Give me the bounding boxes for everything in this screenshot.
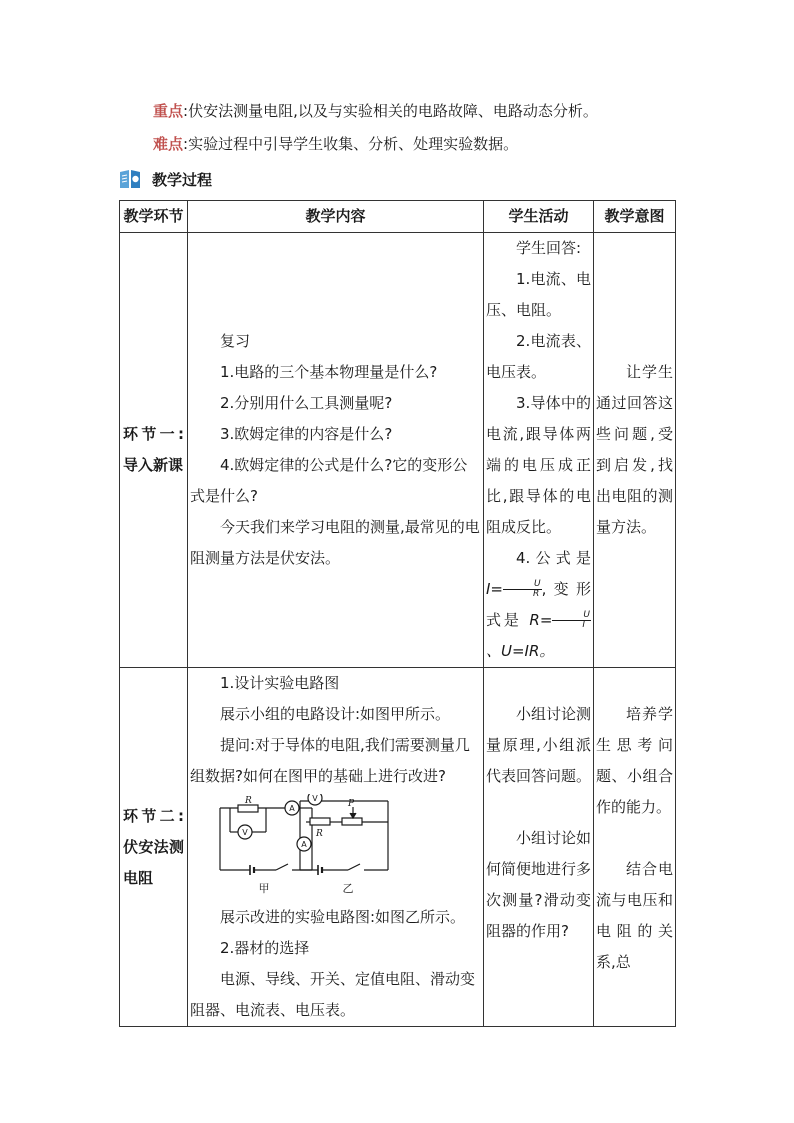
activity-line: 学生回答: [516,239,582,257]
caption-jia: 甲 [258,882,270,895]
formula-line [484,543,593,667]
activity-line: 3.导体中的电流,跟导体两端的电压成正比,跟导体的电阻成反比。 [486,394,591,536]
formula-prefix: 4.公式是 [516,549,591,567]
activity-line: 2.电流表、电压表。 [486,332,591,381]
label-p: P [348,799,355,809]
content-cell [188,668,484,1027]
content-line: 复习 [220,332,251,350]
circuit-jia [220,801,312,875]
content-line: 4.欧姆定律的公式是什么?它的变形公式是什么? [190,456,468,505]
activity-line: 小组讨论如何简便地进行多次测量?滑动变阻器的作用? [486,829,592,940]
label-r-yi: R [316,829,323,839]
fraction-u-over-i: $\frac{U}{I}$ [552,611,591,630]
resistor-symbol [238,805,258,812]
activity-line: 1.电流、电压、电阻。 [486,270,591,319]
content-line: 2.器材的选择 [220,939,310,957]
content-line: 2.分别用什么工具测量呢? [220,394,393,412]
header-intent: 教学意图 [594,201,676,233]
content-line: 3.欧姆定律的内容是什么? [220,425,393,443]
header-activity: 学生活动 [484,201,594,233]
table-header-row [120,201,676,233]
content-line: 今天我们来学习电阻的测量,最常见的电阻测量方法是伏安法。 [190,518,480,567]
focus-label: 重点 [153,102,184,120]
fraction-u-over-r: $\frac{U}{R}$ [503,580,542,599]
formula-r: R= [529,611,553,629]
content-line: 展示改进的实验电路图:如图乙所示。 [220,908,466,926]
table-row [120,233,676,668]
label-v-yi: V [312,794,318,803]
activity-cell [484,668,594,1027]
label-v-jia: V [242,828,248,837]
content-line: 1.电路的三个基本物理量是什么? [220,363,438,381]
content-line: 电源、导线、开关、定值电阻、滑动变阻器、电流表、电压表。 [190,970,476,1019]
difficulty-label: 难点 [153,135,184,153]
rheostat-symbol [342,818,362,825]
circuit-yi [297,794,388,875]
resistor-symbol-yi [310,818,330,825]
header-stage: 教学环节 [120,201,188,233]
section-heading [118,168,212,190]
content-cell [188,233,484,668]
teaching-process-table [119,200,676,1027]
stage-cell: 环节一:导入新课 [120,233,188,668]
intent-line: 结合电流与电压和电阻的关系,总 [596,860,673,971]
focus-line [153,100,598,121]
difficulty-line [153,133,518,154]
activity-line: 小组讨论测量原理,小组派代表回答问题。 [486,705,592,785]
label-a-jia: A [289,804,295,813]
content-line: 1.设计实验电路图 [220,674,340,692]
formula-suffix: ,变形式是 [486,580,591,629]
focus-text: :伏安法测量电阻,以及与实验相关的电路故障、电路动态分析。 [183,102,598,120]
formula-end: 、U=IR。 [486,642,555,660]
activity-cell [484,233,594,668]
stage-cell: 环节二:伏安法测电阻 [120,668,188,1027]
label-a-yi: A [301,840,307,849]
intent-line: 培养学生思考问题、小组合作的能力。 [596,705,673,816]
table-row [120,668,676,1027]
caption-yi: 乙 [342,882,354,895]
label-r-jia: R [245,796,252,806]
content-line: 提问:对于导体的电阻,我们需要测量几组数据?如何在图甲的基础上进行改进? [190,736,470,785]
header-content: 教学内容 [188,201,484,233]
formula-i: I= [486,580,503,598]
book-icon [118,168,142,190]
difficulty-text: :实验过程中引导学生收集、分析、处理实验数据。 [183,135,519,153]
content-line: 展示小组的电路设计:如图甲所示。 [220,705,451,723]
intent-text: 让学生通过回答这些问题,受到启发,找出电阻的测量方法。 [596,363,673,536]
circuit-diagrams [188,794,482,898]
section-title: 教学过程 [152,170,213,189]
intent-cell [594,233,676,668]
intent-cell [594,668,676,1027]
